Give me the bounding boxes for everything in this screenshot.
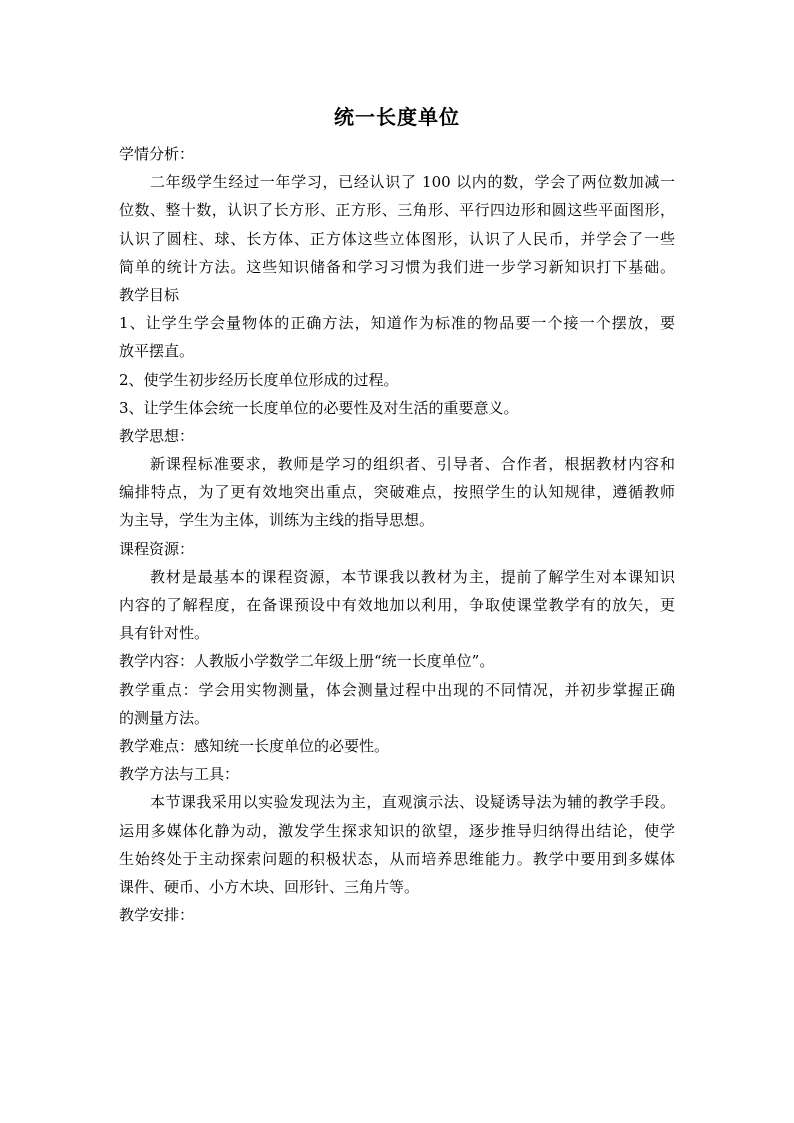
document-line: 学情分析： <box>119 145 195 163</box>
document-line: 教学方法与工具： <box>119 765 240 784</box>
document-line: 2、使学生初步经历长度单位形成的过程。 <box>119 370 399 389</box>
document-line: 内容的了解程度，在备课预设中有效地加以利用，争取使课堂教学有的放矢，更 <box>119 596 675 614</box>
document-line: 编排特点，为了更有效地突出重点，突破难点，按照学生的认知规律，遵循教师 <box>119 483 675 502</box>
document-line: 教学安排： <box>119 906 195 925</box>
document-line: 具有针对性。 <box>119 624 210 643</box>
document-line: 认识了圆柱、球、长方体、正方体这些立体图形，认识了人民币，并学会了一些 <box>119 229 675 248</box>
document-line: 教学思想： <box>119 426 195 445</box>
document-line: 二年级学生经过一年学习，已经认识了 100 以内的数，学会了两位数加减一 <box>150 173 675 192</box>
document-line: 课件、硬币、小方木块、回形针、三角片等。 <box>119 877 420 896</box>
document-line: 生始终处于主动探索问题的积极状态，从而培养思维能力。教学中要用到多媒体 <box>119 849 675 868</box>
document-line: 为主导，学生为主体，训练为主线的指导思想。 <box>119 511 435 530</box>
document-line: 1、让学生学会量物体的正确方法，知道作为标准的物品要一个接一个摆放，要 <box>119 314 675 333</box>
document-line: 教学内容：人教版小学数学二年级上册“统一长度单位”。 <box>119 652 495 671</box>
document-line: 的测量方法。 <box>119 708 210 727</box>
document-body <box>119 140 675 929</box>
document-line: 放平摆直。 <box>119 342 195 361</box>
document-line: 教材是最基本的课程资源，本节课我以教材为主，提前了解学生对本课知识 <box>150 567 675 586</box>
document-title: 统一长度单位 <box>334 105 460 129</box>
document-line: 位数、整十数，认识了长方形、正方形、三角形、平行四边形和圆这些平面图形， <box>119 201 675 220</box>
document-line: 新课程标准要求，教师是学习的组织者、引导者、合作者，根据教材内容和 <box>150 455 675 474</box>
document-line: 教学难点：感知统一长度单位的必要性。 <box>119 736 390 755</box>
document-line: 教学目标 <box>119 285 180 304</box>
document-line: 3、让学生体会统一长度单位的必要性及对生活的重要意义。 <box>119 398 519 417</box>
document-line: 本节课我采用以实验发现法为主，直观演示法、设疑诱导法为辅的教学手段。 <box>150 793 675 812</box>
document-line: 课程资源： <box>119 539 195 558</box>
document-line: 简单的统计方法。这些知识储备和学习习惯为我们进一步学习新知识打下基础。 <box>119 257 675 276</box>
document-line: 教学重点：学会用实物测量，体会测量过程中出现的不同情况，并初步掌握正确 <box>119 680 675 699</box>
document-line: 运用多媒体化静为动，激发学生探求知识的欲望，逐步推导归纳得出结论，使学 <box>119 821 675 840</box>
